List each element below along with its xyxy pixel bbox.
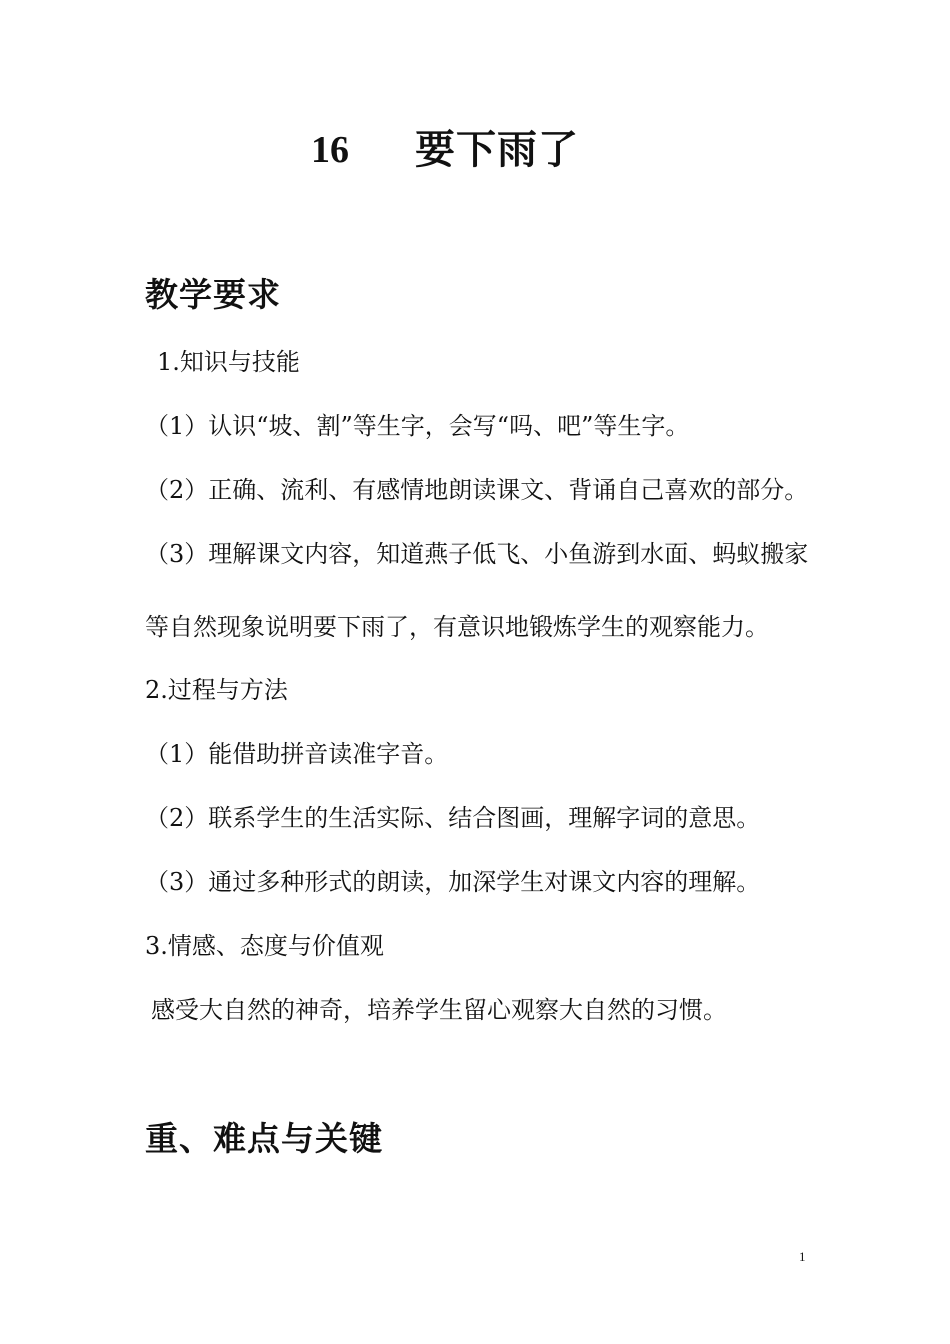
section-heading-key-points: 重、难点与关键 xyxy=(145,1119,383,1158)
lesson-number: 16 xyxy=(311,129,349,171)
paragraph-line: （3）通过多种形式的朗读，加深学生对课文内容的理解。 xyxy=(145,868,761,896)
section-heading-teaching-requirements: 教学要求 xyxy=(145,275,281,314)
subheading-process-methods: 2.过程与方法 xyxy=(145,676,288,704)
paragraph-line: （1）能借助拼音读准字音。 xyxy=(145,740,449,768)
paragraph-line: （3）理解课文内容，知道燕子低飞、小鱼游到水面、蚂蚁搬家 xyxy=(145,540,809,568)
paragraph-line: 等自然现象说明要下雨了，有意识地锻炼学生的观察能力。 xyxy=(145,613,769,641)
paragraph-line: （1）认识“坡、割”等生字，会写“吗、吧”等生字。 xyxy=(145,412,690,440)
lesson-title: 要下雨了 xyxy=(415,126,579,173)
paragraph-line: （2）联系学生的生活实际、结合图画，理解字词的意思。 xyxy=(145,804,761,832)
subheading-knowledge-skills: 1.知识与技能 xyxy=(157,348,300,376)
page-number: 1 xyxy=(799,1249,806,1264)
paragraph-line: 感受大自然的神奇，培养学生留心观察大自然的习惯。 xyxy=(151,996,727,1024)
paragraph-line: （2）正确、流利、有感情地朗读课文、背诵自己喜欢的部分。 xyxy=(145,476,809,504)
subheading-emotion-values: 3.情感、态度与价值观 xyxy=(145,932,384,960)
